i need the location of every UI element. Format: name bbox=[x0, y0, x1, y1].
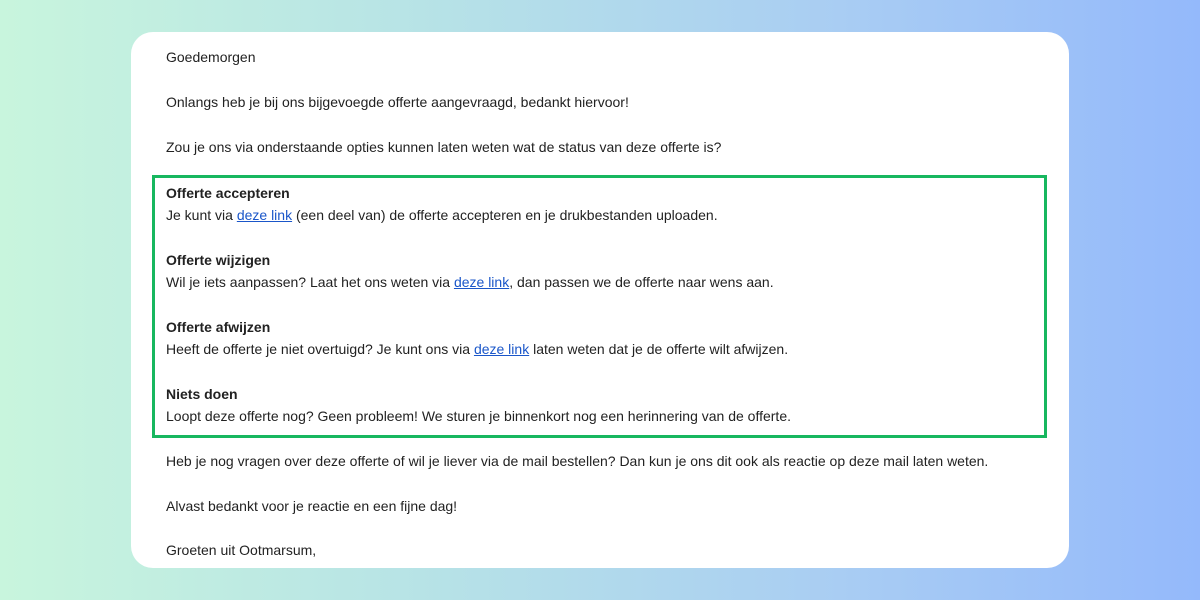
email-closing: Groeten uit Ootmarsum, bbox=[166, 542, 317, 558]
modify-link[interactable]: deze link bbox=[453, 274, 510, 290]
option-text-before: Wil je iets aanpassen? Laat het ons weten via bbox=[166, 274, 454, 290]
email-card bbox=[131, 32, 1069, 568]
email-greeting: Goedemorgen bbox=[166, 49, 256, 65]
option-text bbox=[166, 338, 788, 360]
option-text-after: , dan passen we de offerte naar wens aan. bbox=[509, 274, 774, 290]
option-accept bbox=[166, 182, 718, 226]
option-text-after: laten weten dat je de offerte wilt afwijzen. bbox=[529, 341, 789, 357]
option-text-after: (een deel van) de offerte accepteren en je drukbestanden uploaden. bbox=[292, 207, 718, 223]
option-reject bbox=[166, 316, 788, 360]
email-questions-note: Heb je nog vragen over deze offerte of wil je liever via de mail bestellen? Dan kun je ons dit ook als reactie op deze mail laten weten. bbox=[166, 453, 989, 469]
option-text-before: Heeft de offerte je niet overtuigd? Je kunt ons via bbox=[166, 341, 474, 357]
email-intro: Onlangs heb je bij ons bijgevoegde offerte aangevraagd, bedankt hiervoor! bbox=[166, 94, 629, 110]
option-modify bbox=[166, 249, 774, 293]
option-title: Offerte wijzigen bbox=[166, 252, 271, 268]
option-do-nothing bbox=[166, 383, 791, 427]
option-text bbox=[166, 204, 718, 226]
option-title: Niets doen bbox=[166, 386, 238, 402]
option-text bbox=[166, 271, 774, 293]
email-question: Zou je ons via onderstaande opties kunnen laten weten wat de status van deze offerte is? bbox=[166, 139, 722, 155]
option-text-before: Je kunt via bbox=[166, 207, 237, 223]
option-text: Loopt deze offerte nog? Geen probleem! We sturen je binnenkort nog een herinnering van de offerte. bbox=[166, 408, 791, 424]
option-title: Offerte accepteren bbox=[166, 185, 290, 201]
options-highlight-box bbox=[152, 175, 1047, 438]
reject-link[interactable]: deze link bbox=[473, 341, 530, 357]
option-title: Offerte afwijzen bbox=[166, 319, 271, 335]
email-thanks: Alvast bedankt voor je reactie en een fijne dag! bbox=[166, 498, 458, 514]
accept-link[interactable]: deze link bbox=[236, 207, 293, 223]
